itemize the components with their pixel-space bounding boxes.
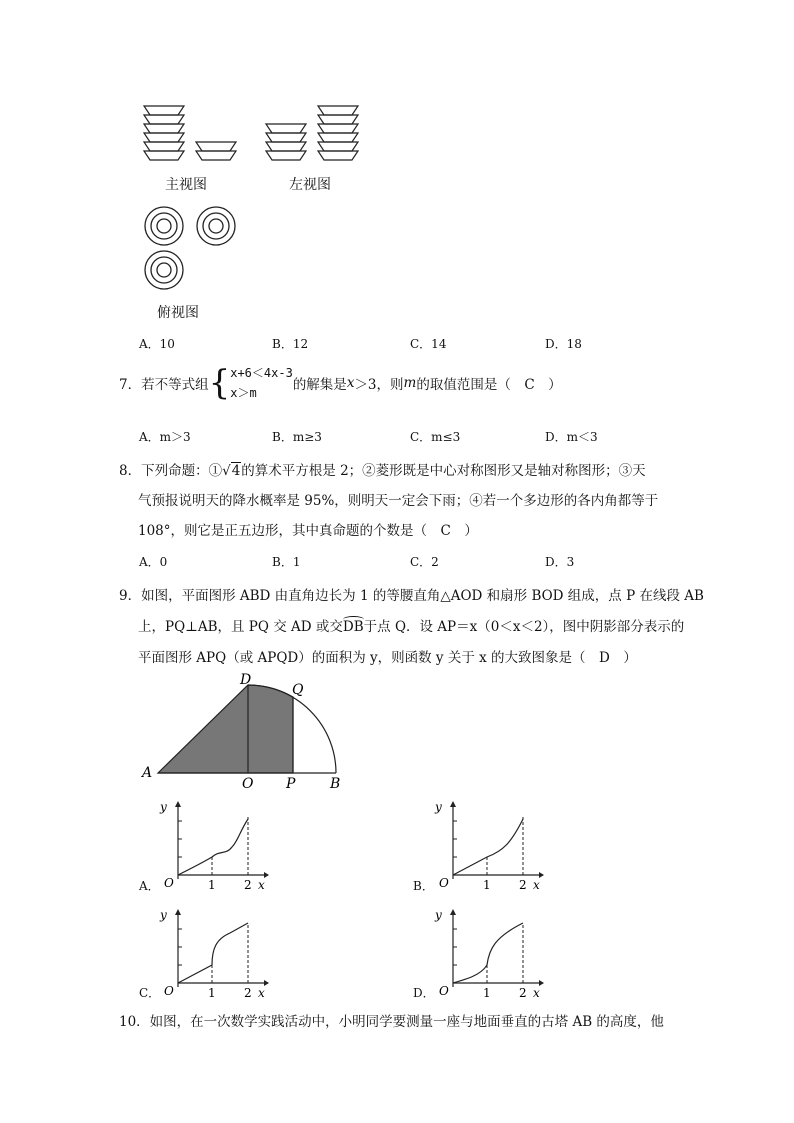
x-axis-label: x [533,878,540,892]
q9-line2-a: 上，PQ⊥AB，且 PQ 交 AD 或交 [138,619,343,635]
x-axis-label: x [258,878,265,892]
plate [318,124,358,133]
plate [144,115,184,124]
tick-label-1: 1 [483,986,491,1000]
plate [266,124,306,133]
tick-label-2: 2 [244,986,252,1000]
plate [318,133,358,142]
origin-label: O [164,984,174,998]
main-view-stack-right [196,142,236,160]
y-axis-arrow [175,909,181,915]
q7-option-b: B．m≥3 [272,430,322,444]
q6-option-a: A．10 [139,337,175,351]
plate [266,142,306,151]
q7-inequality-system: { x+6＜4x-3 x＞m [208,363,293,403]
q7-stem [119,363,562,403]
x-axis-label: x [258,986,265,1000]
q8-line-3: 108°，则它是正五边形，其中真命题的个数是（ C ） [138,523,478,539]
q6-option-c: C．14 [410,337,447,351]
plate [318,106,358,115]
origin-label: O [164,876,174,890]
tick-label-1: 1 [208,878,216,892]
plate [318,142,358,151]
q9-arc-label: DB [343,619,364,635]
q8-option-d: D．3 [545,555,575,569]
q8-line-1: 8．下列命题：①√4的算术平方根是 2；②菱形既是中心对称图形又是轴对称图形；③天 [119,463,646,479]
tick-label-2: 2 [519,986,527,1000]
q7-mid2: ＞3，则 [354,377,404,393]
q8-line1-b: 的算术平方根是 2；②菱形既是中心对称图形又是轴对称图形；③天 [241,463,646,479]
origin-label: O [439,876,449,890]
y-axis-arrow [175,801,181,807]
y-axis-label: y [435,800,442,814]
plate [196,151,236,160]
plate [318,115,358,124]
main-view-caption: 主视图 [165,177,207,193]
label-a: A [142,765,153,781]
q9-option-d: D． [413,986,435,1000]
plate [144,142,184,151]
q9-option-b: B． [413,879,434,893]
q7-option-c: C．m≤3 [410,430,461,444]
plate [266,133,306,142]
q8-line1-a: 8．下列命题：① [119,463,223,479]
plate [266,151,306,160]
q8-radicand: 4 [231,463,241,479]
left-view-stack-right [318,106,358,160]
plate [144,106,184,115]
q8-option-c: C．2 [410,555,439,569]
shaded-region [158,685,293,773]
function-curve [178,819,248,875]
q7-option-a: A．m＞3 [139,430,191,444]
q8-option-b: B．1 [272,555,301,569]
y-axis-arrow [450,801,456,807]
tick-label-2: 2 [244,878,252,892]
q9-figure [140,670,370,790]
plate [144,124,184,133]
q7-inequality-2: x＞m [230,386,257,400]
label-p: P [286,776,296,792]
label-b: B [330,776,341,792]
q8-line-2: 气预报说明天的降水概率是 95%，则明天一定会下雨；④若一个多边形的各内角都等于 [138,493,659,509]
x-axis-label: x [533,986,540,1000]
y-axis-label: y [160,908,167,922]
tick-label-2: 2 [519,878,527,892]
y-axis-label: y [160,800,167,814]
label-d: D [240,672,252,688]
origin-label: O [439,984,449,998]
q9-graph-a [150,797,280,892]
q8-option-a: A．0 [139,555,168,569]
plate [196,142,236,151]
plate [318,151,358,160]
q7-inequality-1: x+6＜4x-3 [230,366,293,380]
q9-line-3: 平面图形 APQ（或 APQD）的面积为 y，则函数 y 关于 x 的大致图象是（ D ） [138,650,637,666]
q9-graph-c [150,905,280,1000]
q6-option-d: D．18 [545,337,582,351]
function-curve [453,923,523,983]
left-view-stack-left [266,124,306,160]
q9-graph-d [425,905,555,1000]
q7-var-x: x [346,375,355,391]
plate [144,133,184,142]
q9-line2-b: 于点 Q．设 AP＝x（0＜x＜2），图中阴影部分表示的 [363,619,685,635]
function-curve [453,819,523,875]
q9-line-1: 9．如图，平面图形 ABD 由直角边长为 1 的等腰直角△AOD 和扇形 BOD 组成，点 P 在线段 AB [119,588,704,604]
q9-graph-b [425,797,555,892]
q10-line-1: 10．如图，在一次数学实践活动中，小明同学要测量一座与地面垂直的古塔 AB 的高度，他 [119,1014,664,1030]
q9-option-a: A． [139,879,160,893]
q7-suffix: 的取值范围是（ C ） [416,377,562,393]
tick-label-1: 1 [483,878,491,892]
main-view-stack-left [144,106,184,160]
top-view-circles [140,200,250,300]
function-curve [178,923,248,983]
left-view-stacks [262,100,382,170]
label-o: O [242,776,254,792]
q9-line-2 [138,615,684,635]
q7-mid1: 的解集是 [292,377,347,393]
tick-label-1: 1 [208,986,216,1000]
q7-prefix: 7．若不等式组 [119,377,209,393]
label-q: Q [292,682,304,698]
q7-option-d: D．m＜3 [545,430,598,444]
plate [144,151,184,160]
y-axis-label: y [435,908,442,922]
y-axis-arrow [450,909,456,915]
left-view-caption: 左视图 [289,177,331,193]
q7-var-m: m [403,375,417,391]
q9-option-c: C． [139,986,161,1000]
q6-option-b: B．12 [272,337,309,351]
top-view-caption: 俯视图 [157,305,199,321]
